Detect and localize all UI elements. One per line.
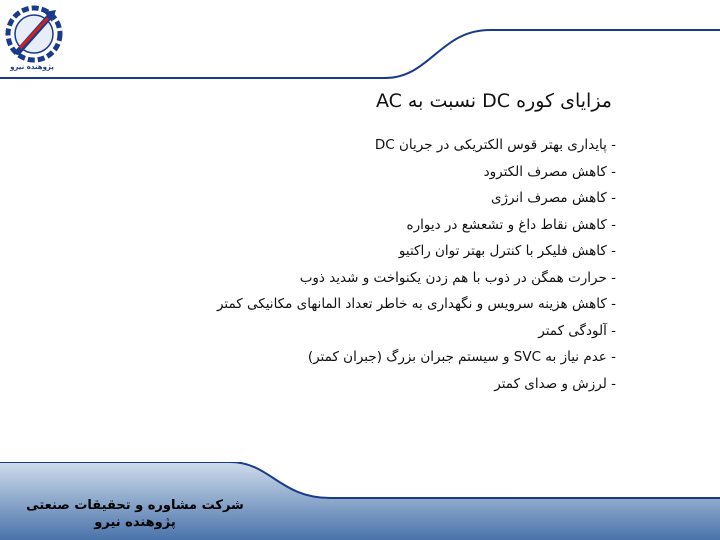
slide-title: مزایای کوره DC نسبت به AC [375,90,612,112]
footer-line-1: شرکت مشاوره و تحقیقات صنعتی [26,498,244,513]
bullet-item: - کاهش مصرف انرژی [490,190,616,206]
bullet-item: - حرارت همگن در ذوب با هم زدن یکنواخت و شدید ذوب [299,269,616,286]
logo-caption: پژوهنده نیرو [10,63,54,71]
bullet-item: - کاهش هزینه سرویس و نگهداری به خاطر تعداد المانهای مکانیکی کمتر [216,296,616,312]
footer-line-2: پژوهنده نیرو [94,515,176,530]
bullet-item: - کاهش نقاط داغ و تشعشع در دیواره [406,216,616,233]
bullet-list [217,132,616,397]
bullet-item: - لرزش و صدای کمتر [494,375,616,392]
bullet-item: - آلودگی کمتر [538,322,616,339]
bullet-item: - کاهش مصرف الکترود [483,163,616,180]
bullet-item: - کاهش فلیکر با کنترل بهتر توان راکتیو [398,243,616,259]
top-curve-decoration [0,0,720,90]
footer-company-name [0,497,270,531]
bullet-item: - پایداری بهتر قوس الکتریکی در جریان DC [374,137,616,153]
bullet-item: - عدم نیاز به SVC و سیستم جبران بزرگ (جبران کمتر) [307,349,616,365]
